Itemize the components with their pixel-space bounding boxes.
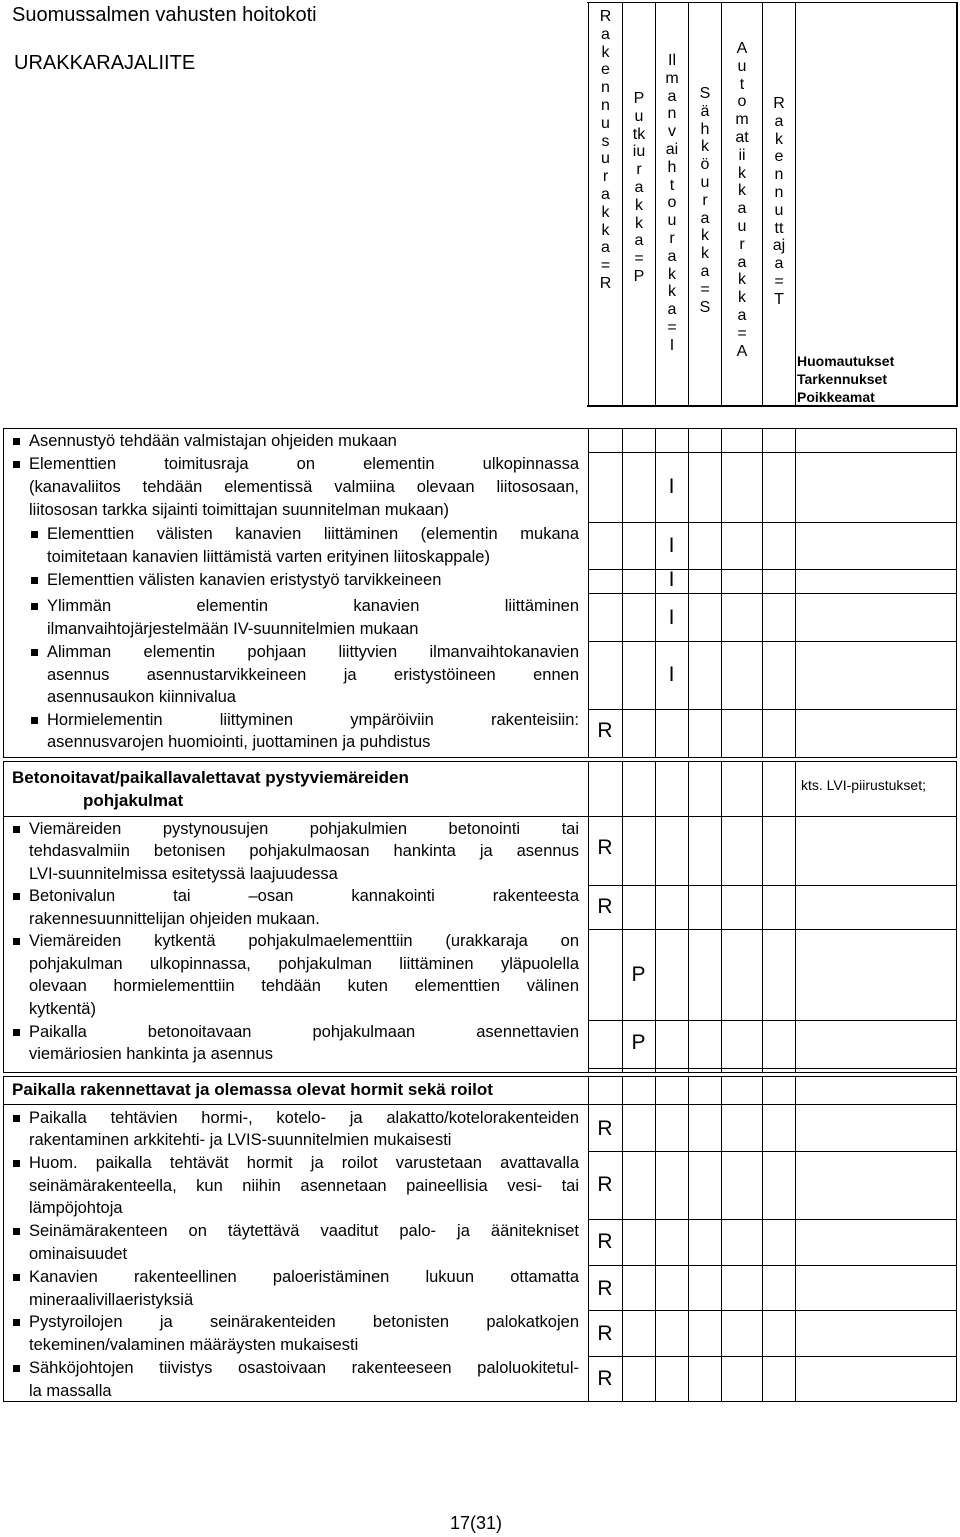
column-header-glyph: a [737,306,747,324]
list-item-line: (kanavaliitos tehdään elementissä valmiina olevaan liitososaan, [29,478,579,496]
responsibility-mark: I [668,475,675,498]
table-rule [655,761,656,1072]
column-header-glyph: a [737,200,747,218]
responsibility-mark: R [597,836,613,859]
list-item-line: lämpöjohtoja [29,1199,123,1217]
table-rule [588,757,957,758]
table-rule [588,1219,957,1220]
document-subtitle: URAKKARAJALIITE [14,52,196,74]
column-header-glyph: k [738,289,746,307]
column-header-glyph: ö [700,156,710,174]
column-header-glyph: a [667,301,677,319]
responsibility-mark: R [597,1277,613,1300]
responsibility-mark: I [668,534,675,557]
section-note: kts. LVI-piirustukset; [801,777,927,793]
column-header-glyph: a [634,178,644,196]
table-rule [588,593,957,594]
column-header-glyph: h [667,158,677,176]
notes-header [797,352,894,406]
responsibility-mark: R [597,1230,613,1253]
list-item-line: Ylimmän elementin kanavien liittäminen [47,597,579,615]
column-header-glyph: n [774,166,784,184]
column-header-glyph: r [669,229,675,247]
table-rule [588,1356,957,1357]
table-rule [688,1076,689,1401]
bullet-icon [13,893,20,900]
column-header-glyph: k [738,164,746,182]
column-header-r [589,8,622,293]
column-header-glyph: v [668,123,676,141]
column-header-glyph: a [700,262,710,280]
column-header-glyph: P [633,267,645,285]
column-header-glyph: u [601,114,610,132]
column-header-glyph: S [699,85,711,102]
table-rule [588,761,589,1072]
table-rule [655,1076,656,1401]
section-title: Paikalla rakennettavat ja olemassa olevat hormit sekä roilot [12,1080,493,1099]
table-rule [3,816,956,817]
column-header-glyph: A [736,342,748,360]
column-header-glyph: k [701,245,709,263]
bullet-icon [31,577,38,584]
document-title: Suomussalmen vahusten hoitokoti [12,4,317,26]
list-item-line: asennusaukon kiinnivalua [47,688,236,706]
column-header-glyph: r [739,235,745,253]
table-rule [762,1076,763,1401]
column-header-glyph: n [774,183,784,201]
column-header-glyph: k [738,182,746,200]
column-header-glyph: A [736,40,748,57]
column-header-glyph: e [774,148,784,166]
table-rule [622,1076,623,1401]
list-item-line: toimitetaan kanavien liittämistä varten erityinen liitoskappale) [47,548,490,566]
column-header-glyph: k [668,283,676,301]
list-item-line: LVI-suunnitelmissa esitetyssä laajuudessa [29,865,338,883]
column-header-glyph: tt [774,219,784,237]
list-item-line: Viemäreiden kytkentä pohjakulmaelementtiin (urakkaraja on [29,932,579,950]
responsibility-mark: I [668,568,675,591]
list-item-line: Elementtien välisten kanavien liittäminen (elementin mukana [47,525,579,543]
notes-header-line: Tarkennukset [797,371,887,387]
section-title: pohjakulmat [83,791,184,810]
bullet-icon [13,461,20,468]
responsibility-mark: R [597,719,613,742]
table-rule [587,2,958,3]
bullet-icon [13,1319,20,1326]
column-header-glyph: a [601,185,610,203]
column-header-i [656,52,688,355]
responsibility-mark: P [631,963,646,986]
column-header-glyph: a [601,239,610,257]
column-header-glyph: k [635,196,643,214]
column-header-glyph: r [602,168,609,186]
responsibility-mark: R [597,1367,613,1390]
column-header-glyph: T [774,290,784,308]
column-header-glyph: n [601,79,610,97]
table-rule [688,761,689,1072]
column-header-glyph: r [702,191,708,209]
column-header-glyph: ä [700,102,710,120]
column-header-glyph: u [634,107,644,125]
column-header-glyph: m [735,111,749,129]
list-item-line: ilmanvaihtojärjestelmään IV-suunnitelmien mukaan [47,620,419,638]
list-item-line: Hormielementin liittyminen ympäröiviin rakenteisiin: [47,711,579,729]
list-item-line: mineraalivillaeristyksiä [29,1291,194,1309]
table-rule [588,929,957,930]
list-item-line: pohjakulman ulkopinnassa, pohjakulman liittäminen yläpuolella [29,955,579,973]
column-header-glyph: m [665,69,679,87]
table-rule [587,405,958,407]
table-rule [3,761,956,762]
table-rule [588,569,957,570]
column-header-glyph: a [774,255,784,273]
bullet-icon [13,1029,20,1036]
list-item-line: Alimman elementin pohjaan liittyvien ilmanvaihtokanavien [47,643,579,661]
table-rule [3,428,956,429]
column-header-glyph: a [737,253,747,271]
list-item-line: tekeminen/valaminen määräysten mukaisesti [29,1336,359,1354]
list-item-line: asennusvarojen huomiointi, juottaminen ja puhdistus [47,733,431,751]
column-header-glyph: r [636,161,642,179]
responsibility-mark: I [668,663,675,686]
column-header-glyph: k [668,265,676,283]
table-rule [956,2,958,407]
bullet-icon [31,603,38,610]
column-header-a [722,40,762,360]
column-header-glyph: = [737,324,747,342]
table-rule [762,761,763,1072]
column-header-glyph: k [601,203,610,221]
column-header-glyph: u [737,217,747,235]
column-header-glyph: h [700,120,710,138]
list-item-line: liitososan tarkka sijainti toimittajan suunnitelman mukaan) [29,501,450,519]
column-header-glyph: o [737,93,747,111]
responsibility-mark: P [631,1031,646,1054]
column-header-glyph: R [773,95,785,112]
list-item-line: Elementtien toimitusraja on elementin ulkopinnassa [29,455,579,473]
list-item-line: Kanavien rakenteellinen paloeristäminen lukuun ottamatta [29,1268,579,1286]
bullet-icon [13,1228,20,1235]
column-header-glyph: a [700,209,710,227]
table-rule [3,761,4,1072]
list-item-line: Viemäreiden pystynousujen pohjakulmien betonointi tai [29,820,579,838]
responsibility-mark: R [597,1322,613,1345]
column-header-glyph: tk [632,125,646,143]
notes-header-line: Huomautukset [797,353,895,369]
list-item-line: Huom. paikalla tehtävät hormit ja roilot varustetaan avattavalla [29,1154,579,1172]
list-item-line: tehdasvalmiin betonisen pohjakulmaosan hankinta ja asennus [29,842,579,860]
table-rule [588,641,957,642]
column-header-glyph: a [667,247,677,265]
responsibility-mark: R [597,895,613,918]
table-rule [588,1151,957,1152]
table-rule [588,522,957,523]
bullet-icon [13,938,20,945]
bullet-icon [13,1115,20,1122]
column-header-s [689,85,721,316]
column-header-glyph: s [601,132,610,150]
table-rule [3,428,4,757]
list-item-line: ominaisuudet [29,1245,128,1263]
column-header-glyph: t [669,176,675,194]
table-rule [721,761,722,1072]
list-item-line: rakentaminen arkkitehti- ja LVIS-suunnitelmien mukaisesti [29,1131,452,1149]
bullet-icon [13,1365,20,1372]
column-header-glyph: t [739,75,745,93]
list-item-line: Asennustyö tehdään valmistajan ohjeiden mukaan [29,432,397,450]
column-header-glyph: aj [772,237,786,255]
table-rule [721,1076,722,1401]
section-title: Betonoitavat/paikallavalettavat pystyviemäreiden [12,768,409,787]
column-header-glyph: k [635,214,643,232]
column-header-glyph: S [699,298,711,316]
column-header-glyph: a [774,112,784,130]
column-header-glyph: = [700,280,710,298]
table-rule [588,1401,957,1402]
column-header-glyph: k [701,227,709,245]
column-header-glyph: k [775,130,783,148]
responsibility-mark: R [597,1117,613,1140]
table-rule [956,1076,957,1402]
bullet-icon [31,531,38,538]
table-rule [795,2,796,405]
table-rule [588,885,957,886]
list-item-line: Sähköjohtojen tiivistys osastoivaan rakenteeseen paloluokitetul- [29,1359,579,1377]
column-header-p [623,90,655,286]
bullet-icon [13,1160,20,1167]
page-number: 17(31) [450,1513,503,1533]
column-header-glyph: ii [738,146,746,164]
table-rule [588,1020,957,1021]
column-header-t [763,95,795,309]
column-header-glyph: k [601,43,610,61]
responsibility-mark: I [668,606,675,629]
list-item-line: asennus asennustarvikkeineen ja eristystöineen ennen [47,666,579,684]
column-header-glyph: a [601,25,610,43]
column-header-glyph: e [601,61,610,79]
column-header-glyph: o [667,194,677,212]
responsibility-mark: R [597,1173,613,1196]
column-header-glyph: k [738,271,746,289]
table-rule [3,1072,956,1073]
column-header-glyph: n [667,105,677,123]
list-item-line: la massalla [29,1382,112,1400]
column-header-glyph: k [601,221,610,239]
table-rule [588,452,957,453]
list-item-line: rakennesuunnittelijan ohjeiden mukaan. [29,910,320,928]
table-rule [588,1265,957,1266]
column-header-glyph: k [701,138,709,156]
list-item-line: Paikalla betonoitavaan pohjakulmaan asennettavien [29,1023,579,1041]
column-header-glyph: at [735,128,749,146]
notes-header-line: Poikkeamat [797,389,875,405]
list-item-line: kytkentä) [29,1000,96,1018]
bullet-icon [13,1274,20,1281]
bullet-icon [13,826,20,833]
column-header-glyph: u [774,201,784,219]
list-item-line: Betonivalun tai –osan kannakointi rakenteesta [29,887,579,905]
list-item-line: Elementtien välisten kanavien eristystyö tarvikkeineen [47,571,442,589]
list-item-line: viemäriosien hankinta ja asennus [29,1045,273,1063]
column-header-glyph: = [667,318,677,336]
column-header-glyph: Il [668,52,676,69]
list-item-line: Paikalla tehtävien hormi-, kotelo- ja alakatto/kotelorakenteiden [29,1109,579,1127]
table-rule [3,1076,4,1401]
list-item-line: seinämärakenteella, kun niihin asennetaan paineellisia vesi- tai [29,1177,579,1195]
column-header-glyph: P [633,90,645,107]
column-header-glyph: n [601,96,610,114]
table-rule [3,1104,956,1105]
table-rule [956,761,957,1073]
column-header-glyph: u [737,57,747,75]
list-item-line: Pystyroilojen ja seinärakenteiden betonisten palokatkojen [29,1313,579,1331]
column-header-glyph: = [634,250,644,268]
column-header-glyph: a [667,87,677,105]
bullet-icon [13,438,20,445]
bullet-icon [31,717,38,724]
column-header-glyph: a [634,232,644,250]
table-rule [588,1310,957,1311]
bullet-icon [31,649,38,656]
table-rule [795,1076,796,1401]
column-header-glyph: = [774,272,784,290]
column-header-glyph: iu [632,143,646,161]
table-rule [588,1076,589,1401]
column-header-glyph: u [667,212,677,230]
list-item-line: Seinämärakenteen on täytettävä vaaditut palo- ja äänitekniset [29,1222,579,1240]
column-header-glyph: R [599,8,612,25]
table-rule [622,761,623,1072]
table-rule [588,1068,957,1069]
column-header-glyph: = [600,257,611,275]
table-rule [795,761,796,1072]
column-header-glyph: ai [665,140,679,158]
table-rule [588,709,957,710]
table-rule [3,1076,956,1077]
column-header-glyph: u [601,150,610,168]
column-header-glyph: R [599,274,612,292]
column-header-glyph: I [669,336,675,354]
list-item-line: olevaan hormielementtiin tehdään kuten elementtien välinen [29,977,579,995]
column-header-glyph: u [700,173,710,191]
